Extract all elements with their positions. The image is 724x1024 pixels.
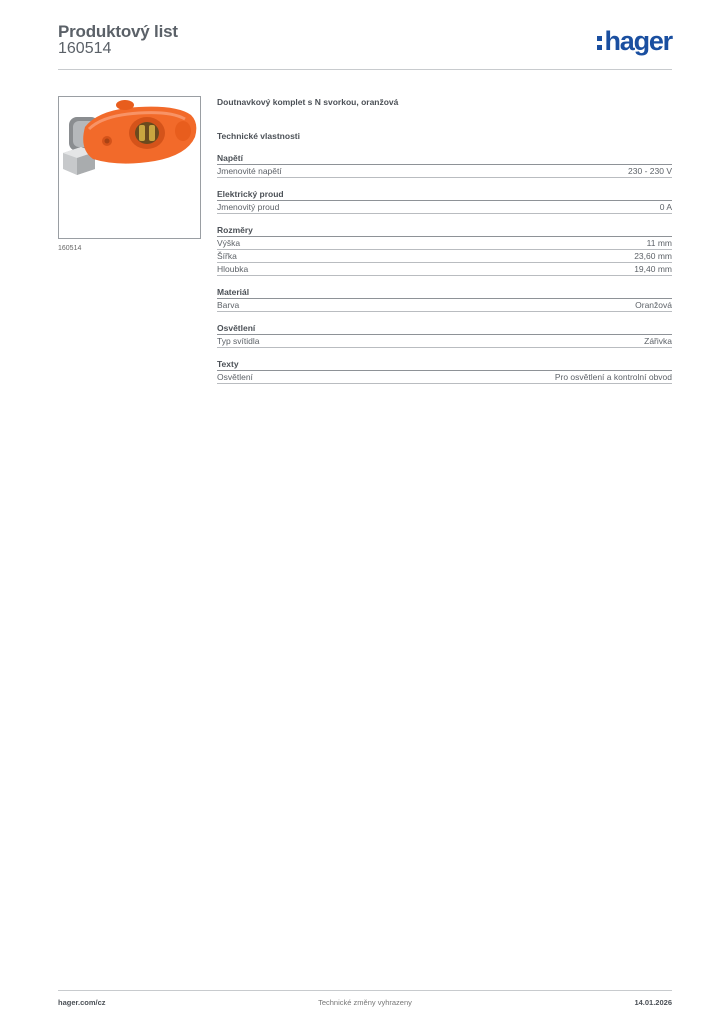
spec-group-title: Rozměry <box>217 224 672 237</box>
spec-group-voltage <box>217 152 672 178</box>
spec-value: Zářivka <box>644 336 672 346</box>
spec-group-current <box>217 188 672 214</box>
footer-website-link[interactable]: hager.com/cz <box>58 998 106 1007</box>
spec-group-title: Osvětlení <box>217 322 672 335</box>
spec-label: Šířka <box>217 251 237 261</box>
spec-label: Jmenovitý proud <box>217 202 280 212</box>
spec-label: Výška <box>217 238 241 248</box>
logo-text: hager <box>604 25 672 56</box>
spec-group-title: Elektrický proud <box>217 188 672 201</box>
image-caption: 160514 <box>58 245 82 252</box>
spec-label: Typ svítidla <box>217 336 260 346</box>
spec-group-title: Materiál <box>217 286 672 299</box>
header-divider <box>58 69 672 70</box>
spec-row <box>217 201 672 214</box>
spec-row <box>217 335 672 348</box>
technical-properties-heading: Technické vlastnosti <box>217 131 300 141</box>
spec-value: 19,40 mm <box>634 264 672 274</box>
spec-group-dimensions <box>217 224 672 276</box>
spec-row <box>217 299 672 312</box>
footer-divider <box>58 990 672 991</box>
spec-row <box>217 263 672 276</box>
product-name: Doutnavkový komplet s N svorkou, oranžová <box>217 97 399 107</box>
spec-value: 11 mm <box>646 238 672 248</box>
spec-value: 230 - 230 V <box>628 166 672 176</box>
spec-value: Pro osvětlení a kontrolní obvod <box>554 372 672 382</box>
page-header <box>58 20 672 70</box>
spec-group-lighting <box>217 322 672 348</box>
document-title: Produktový list <box>58 22 178 41</box>
spec-group-title: Texty <box>217 358 672 371</box>
spec-label: Hloubka <box>217 264 249 274</box>
product-number: 160514 <box>58 40 112 57</box>
spec-group-material <box>217 286 672 312</box>
spec-row <box>217 165 672 178</box>
footer-date: 14.01.2026 <box>634 998 672 1007</box>
spec-value: 23,60 mm <box>634 251 672 261</box>
spec-row <box>217 371 672 384</box>
spec-row <box>217 237 672 250</box>
spec-group-texts <box>217 358 672 384</box>
spec-row <box>217 250 672 263</box>
page-footer <box>58 998 672 1010</box>
hager-logo[interactable] <box>597 26 672 56</box>
product-specifications <box>217 96 672 384</box>
logo-dots-icon <box>597 36 602 50</box>
spec-value: Oranžová <box>635 300 672 310</box>
spec-label: Osvětlení <box>217 372 253 382</box>
spec-label: Barva <box>217 300 240 310</box>
spec-group-title: Napětí <box>217 152 672 165</box>
product-image <box>58 96 201 239</box>
product-illustration-icon <box>59 97 200 238</box>
spec-label: Jmenovité napětí <box>217 166 282 176</box>
footer-disclaimer: Technické změny vyhrazeny <box>318 998 412 1007</box>
spec-value: 0 A <box>659 202 672 212</box>
